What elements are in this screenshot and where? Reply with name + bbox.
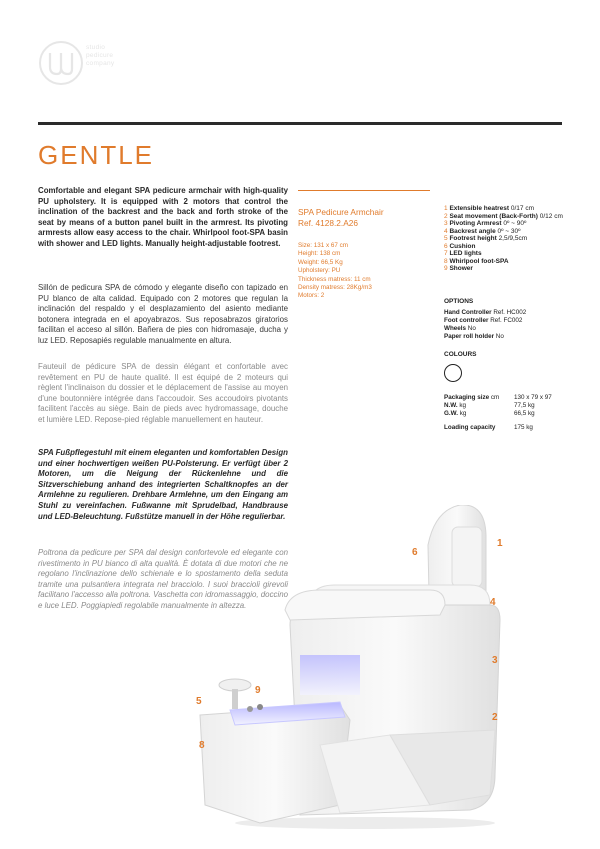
- feature-item: 7 LED lights: [444, 250, 482, 257]
- logo-icon: [38, 40, 84, 86]
- feature-item: 5 Footrest height 2,5/9,5cm: [444, 235, 528, 242]
- option-item: Hand Controller Ref. HC002: [444, 309, 527, 316]
- description-italian: Poltrona da pedicure per SPA dal design confortevole ed elegante con rivestimento in PU bianco di alta qualità. È dotata di due motori che ne regolano l'inclinazione dello schienale e lo spostamento della seduta tramite una pulsantiera integrata nel bracciolo. I suoi braccioli girevoli facilitano l'accesso alla poltrona. Vaschetta con idromassaggio, doccino e luce LED. Poggiapiedi regolabile manualmente in altezza.: [38, 548, 288, 610]
- option-item: Paper roll holder No: [444, 333, 504, 340]
- feature-item: 6 Cushion: [444, 242, 476, 250]
- spec-item: Size: 131 x 67 cm: [298, 242, 349, 249]
- spec-item: Density matress: 28Kg/m3: [298, 284, 372, 292]
- feature-item: 4 Backrest angle 0º ~ 30º: [444, 227, 521, 235]
- description-spanish: Sillón de pedicura SPA de cómodo y elegante diseño con tapizado en PU blanco de alta calidad. Equipado con 2 motores que regulan la inclinación del respaldo y el desplazamiento del asiento mediante botonera integrada en el apoyabrazos. Sus reposabrazos giratorios facilitan el acceso al sillón. Bañera de pies con hidromasaje, ducha y luz LED. Reposapiés regulable manualmente en altura.: [38, 283, 288, 345]
- options-heading: OPTIONS: [444, 298, 474, 305]
- feature-item: 8 Whirlpool foot-SPA: [444, 257, 509, 265]
- spec-item: Motors: 2: [298, 292, 325, 300]
- header-divider: [38, 122, 562, 125]
- option-item: Wheels No: [444, 325, 476, 332]
- description-english: Comfortable and elegant SPA pedicure armchair with high-quality PU upholstery. It is equipped with 2 motors that control the inclination of the backrest and the back and forth stroke of the seat by means of a button panel built in the armrest. Its pivoting armrests allow easy access to the chair. Whirlpool foot-SPA basin with shower and LED lights. Manually height-adjustable footrest.: [38, 186, 288, 248]
- feature-item: 2 Seat movement (Back-Forth) 0/12 cm: [444, 212, 563, 220]
- callout-2: 2: [492, 712, 498, 723]
- packaging-row: Packaging size cm 130 x 79 x 97: [444, 394, 552, 401]
- option-item: Foot controller Ref. FC002: [444, 317, 523, 324]
- feature-item: 3 Pivoting Armrest 0º ~ 90º: [444, 220, 527, 227]
- feature-item: 1 Extensible heatrest 0/17 cm: [444, 205, 534, 212]
- logo-text: studio pedicure company: [86, 44, 115, 67]
- product-title: GENTLE: [38, 140, 155, 170]
- category-divider: [298, 190, 430, 191]
- callout-1: 1: [497, 538, 503, 549]
- packaging-row: N.W. kg 77,5 kg: [444, 402, 535, 409]
- product-image: [190, 505, 510, 835]
- callout-3: 3: [492, 655, 498, 666]
- spec-item: Upholstery: PU: [298, 267, 341, 275]
- spec-item: Weight: 66,5 Kg: [298, 258, 343, 266]
- description-french: Fauteuil de pédicure SPA de dessin élégant et confortable avec revêtement en PU de haute qualité. Il est équipé de 2 moteurs qui règlent l'inclinaison du dossier et le déplacement de l'assise au moyen d'une boutonnière intégrée dans l'accoudoir. Ses accoudoirs pivotants facilitent l'accès au siège. Bain de pieds avec hydromassage, douche et lumière LED. Repose-pied réglable manuellement en hauteur.: [38, 362, 288, 424]
- product-category: [298, 207, 384, 229]
- packaging-info: [444, 394, 564, 432]
- packaging-row: G.W. kg 66,5 kg: [444, 410, 535, 417]
- feature-item: 9 Shower: [444, 265, 473, 272]
- description-german: SPA Fußpflegestuhl mit einem eleganten und komfortablen Design und einer hochwertigen weißen PU-Polsterung. Er verfügt über 2 Motoren, um die Neigung der Rückenlehne und die Sitzverschiebung anhand des integrierten Schaltknopfes an der Armlehne zu regulieren. Drehbare Armlehne, um den Eingang am Stuhl zu vereinfachen. Fußwanne mit Sprudelbad, Handbrause und LED-Beleuchtung. Fußstütze manuell in der Höhe regulierbar.: [38, 448, 288, 521]
- callout-5: 5: [196, 696, 202, 707]
- colours-heading: COLOURS: [444, 351, 477, 358]
- callout-8: 8: [199, 740, 205, 751]
- colour-swatch-white: [444, 364, 462, 382]
- spec-item: Height: 138 cm: [298, 250, 341, 258]
- spec-item: Thickness matress: 11 cm: [298, 275, 371, 283]
- callout-4: 4: [490, 597, 496, 608]
- callout-9: 9: [255, 685, 261, 696]
- feature-list: [444, 205, 563, 273]
- product-reference: Ref. 4128.2.A26: [298, 218, 358, 228]
- callout-6: 6: [412, 547, 418, 558]
- options-list: [444, 309, 526, 341]
- spec-list: [298, 242, 372, 301]
- loading-capacity-row: Loading capacity 175 kg: [444, 424, 533, 431]
- category-label: SPA Pedicure Armchair: [298, 207, 384, 217]
